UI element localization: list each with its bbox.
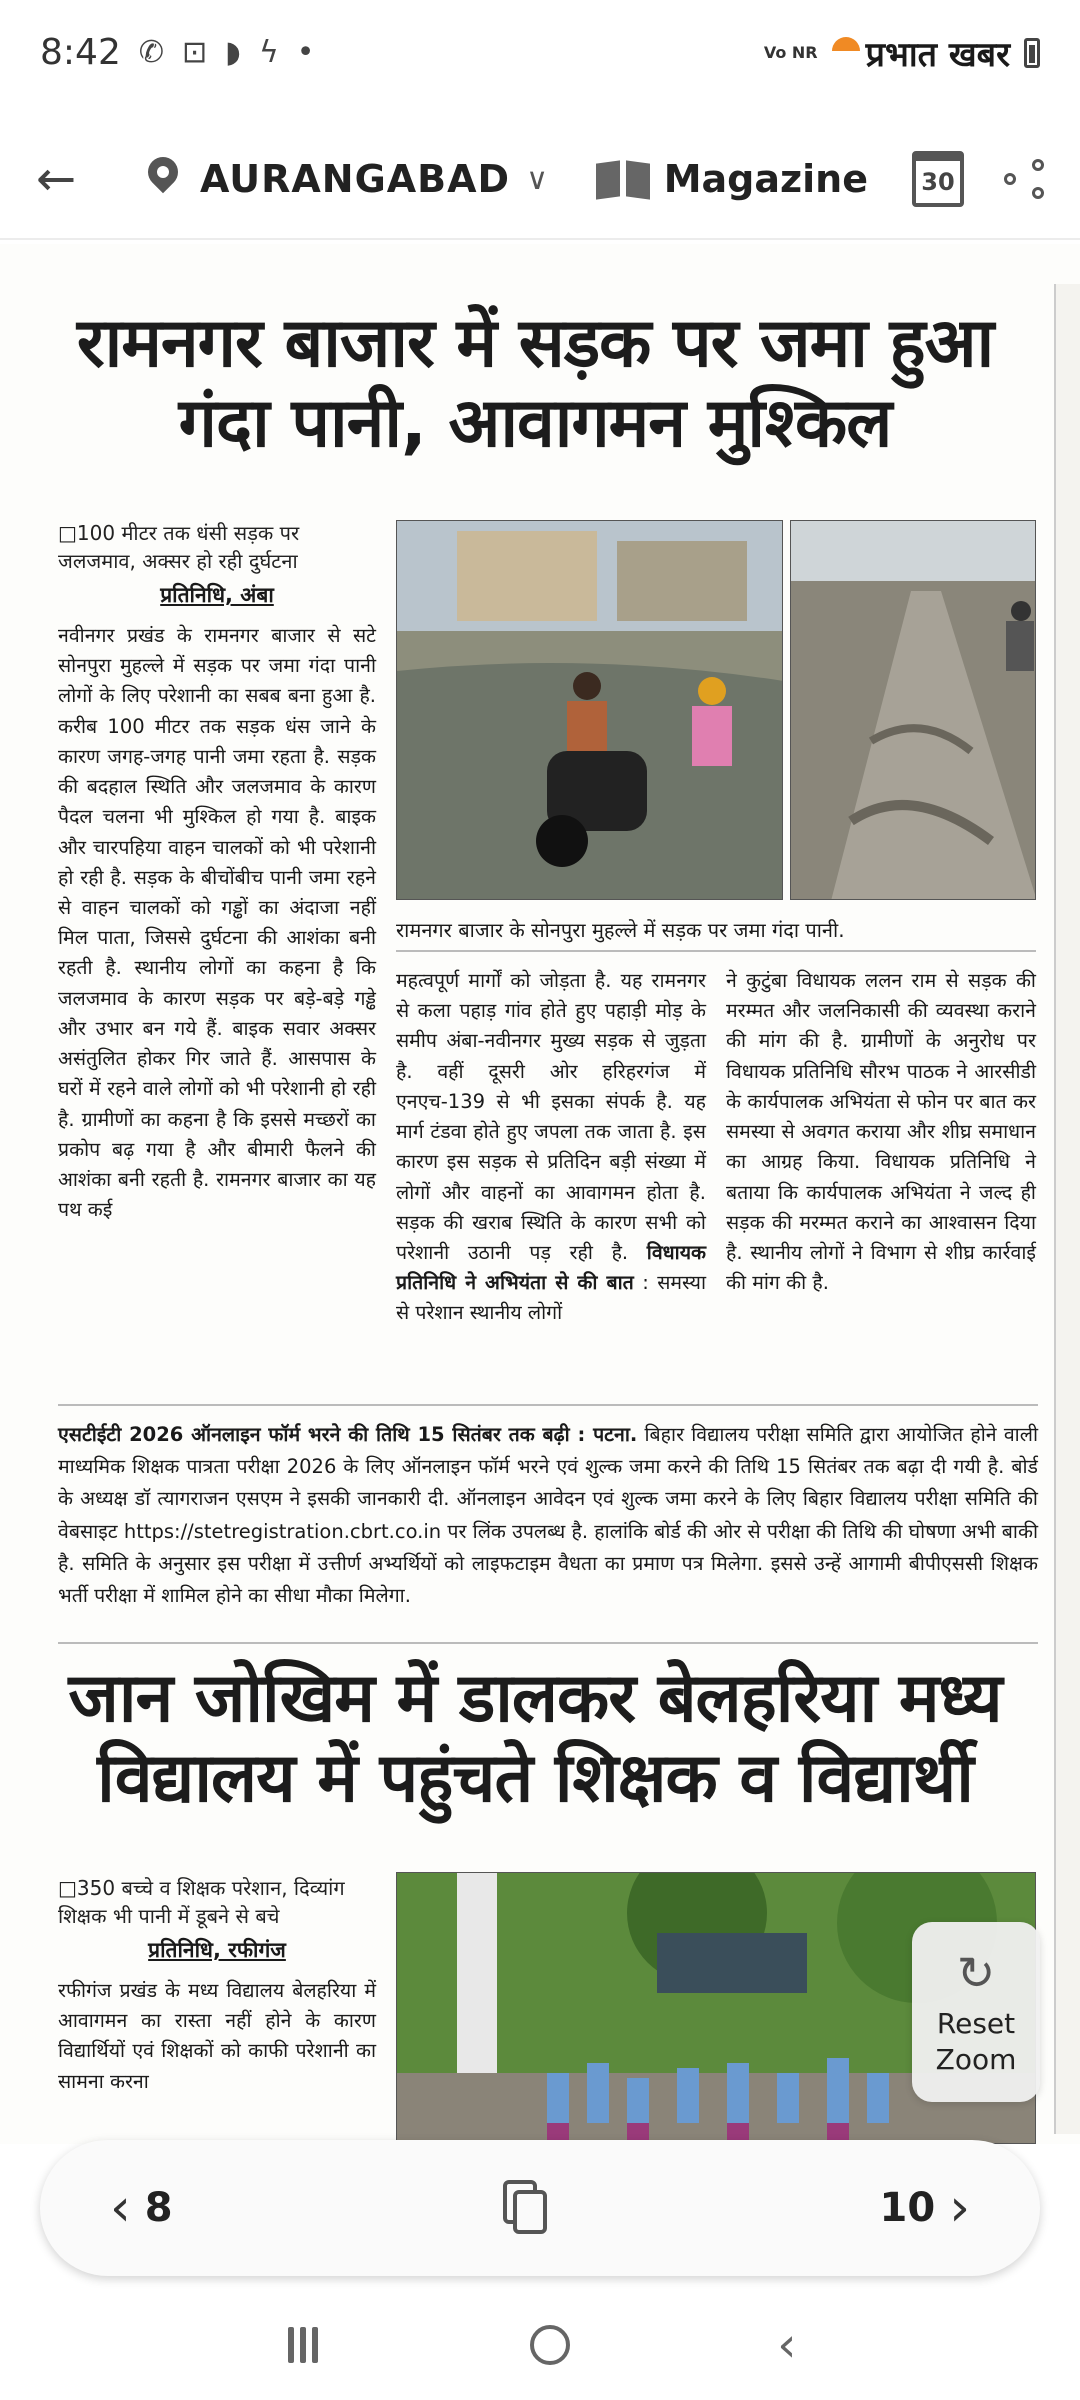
city-selector[interactable]: AURANGABAD: [200, 157, 511, 201]
notification-icons: [139, 35, 315, 70]
brand-name: प्रभात खबर: [865, 34, 1010, 75]
adjacent-page-edge: [1054, 284, 1080, 2134]
pages-overview-icon[interactable]: [503, 2180, 549, 2236]
article1-column2: [396, 966, 706, 1329]
article1-headline-line2: गंदा पानी, आवागमन मुश्किल: [178, 384, 892, 464]
chevron-down-icon[interactable]: ∨: [526, 161, 549, 197]
brand-logo: [832, 30, 1010, 76]
article1-subheading-bold: विधायक प्रतिनिधि ने अभियंता से की बात: [396, 1240, 706, 1295]
article1-photo-caption: रामनगर बाजार के सोनपुरा मुहल्ले में सड़क पर जमा गंदा पानी.: [396, 918, 845, 942]
article1-column3: [726, 966, 1036, 1298]
back-chevron-icon[interactable]: ‹: [777, 2317, 797, 2373]
magazine-label: Magazine: [663, 157, 868, 201]
flash-icon: ϟ: [258, 35, 279, 70]
article1-headline-line1: रामनगर बाजार में सड़क पर जमा हुआ: [76, 304, 994, 383]
article1-body-col2: महत्वपूर्ण मार्गों को जोड़ता है. यह रामनगर से कला पहाड़ गांव होते हुए पहाड़ी मोड़ के समीप अंबा-नवीनगर मुख्य सड़क से जुड़ता है. वहीं दूसरी ओर हरिहरगंज में एनएच-139 से भी इसका संपर्क है. यह मार्ग टंडवा होते हुए जपला तक जाता है. इस कारण इस सड़क से प्रतिदिन बड़ी संख्या में लोगों और वाहनों का आवागमन होता है. सड़क की खराब स्थिति के कारण सभी को परेशानी उठानी पड़ रही है.: [396, 969, 706, 1264]
stet-news-body: बिहार विद्यालय परीक्षा समिति द्वारा आयोजित होने वाली माध्यमिक शिक्षक पात्रता परीक्षा 2026 के लिए ऑनलाइन फॉर्म भरने एवं शुल्क जमा करने की तिथि 15 सितंबर तक बढ़ा दी गयी है. बोर्ड के अध्यक्ष डॉ त्यागराजन एसएम ने इसकी जानकारी दी. ऑनलाइन आवेदन एवं शुल्क जमा करने के लिए बिहार विद्यालय परीक्षा समिति की वेबसाइट https://stetregistration.cbrt.co.in पर लिंक उपलब्ध है. हालांकि बोर्ड की ओर से परीक्षा की तिथि की घोषणा अभी बाकी है. समिति के अनुसार इस परीक्षा में उत्तीर्ण अभ्यर्थियों को लाइफटाइम वैधता का प्रमाण पत्र मिलेगा. इससे उन्हें आगामी बीपीएससी शिक्षक भर्ती परीक्षा में शामिल होने का सीधा मौका मिलेगा.: [58, 1423, 1038, 1607]
home-icon[interactable]: [530, 2325, 570, 2365]
page-navigator: [40, 2140, 1040, 2276]
book-icon: [596, 158, 650, 200]
recent-apps-icon[interactable]: [283, 2327, 323, 2363]
article2-headline-line1: जान जोखिम में डालकर बेलहरिया मध्य: [68, 1659, 1002, 1738]
dot-icon: •: [296, 35, 315, 70]
system-nav-bar: [0, 2290, 1080, 2400]
location-pin-icon[interactable]: [146, 157, 180, 201]
whatsapp-icon: ✆: [138, 35, 164, 70]
chat-icon: ◗: [225, 35, 241, 70]
magazine-button[interactable]: [596, 157, 868, 201]
sun-logo-icon: [832, 37, 860, 51]
article2-subhead: □ 350 बच्चे व शिक्षक परेशान, दिव्यांग शिक्षक भी पानी में डूबने से बचे: [58, 1874, 376, 1930]
next-page-number: 10: [879, 2185, 936, 2231]
article1-body-col3: ने कुटुंबा विधायक ललन राम से सड़क की मरम्मत और जलनिकासी की व्यवस्था कराने की मांग की है. ग्रामीणों के अनुरोध पर विधायक प्रतिनिधि सौरभ पाठक ने आरसीडी के कार्यपालक अभियंता से फोन पर बात कर समस्या से अवगत कराया और शीघ्र समाधान का आग्रह किया. विधायक प्रतिनिधि ने बताया कि कार्यपालक अभियंता ने जल्द ही सड़क की मरम्मत कराने का आश्वासन दिया है. स्थानीय लोगों ने विभाग से शीघ्र कार्रवाई की मांग की है.: [726, 969, 1036, 1295]
article2-column1: [58, 1874, 376, 2097]
article2-headline-line2: विद्यालय में पहुंचते शिक्षक व विद्यार्थी: [97, 1739, 973, 1819]
reset-zoom-button[interactable]: [912, 1922, 1040, 2102]
article1-headline: [40, 304, 1030, 464]
refresh-icon: ↻: [956, 1945, 996, 2000]
article1-body-col2-tail: : समस्या से परेशान स्थानीय लोगों: [396, 1271, 706, 1325]
next-page-button[interactable]: [880, 2178, 970, 2238]
app-toolbar: [0, 120, 1080, 240]
article1-column1: [58, 519, 376, 1225]
reset-zoom-label: Reset Zoom: [935, 2006, 1017, 2076]
back-arrow-icon[interactable]: ←: [36, 151, 77, 207]
network-label: Vo NR: [763, 42, 818, 62]
article1-photo-damaged-road: [790, 520, 1036, 900]
divider: [58, 1404, 1038, 1406]
status-time: 8:42: [40, 32, 121, 73]
article1-subhead: □ 100 मीटर तक धंसी सड़क पर जलजमाव, अक्सर हो रही दुर्घटना: [58, 519, 376, 575]
article1-byline: प्रतिनिधि, अंबा: [160, 583, 274, 607]
game-icon: ⊡: [181, 35, 208, 70]
article1-photo-flooded-road: [396, 520, 783, 900]
battery-icon: [1024, 38, 1040, 68]
article2-byline: प्रतिनिधि, रफीगंज: [148, 1938, 286, 1962]
calendar-icon[interactable]: 30: [912, 151, 964, 207]
newspaper-page[interactable]: [0, 244, 1080, 2144]
prev-page-button[interactable]: [110, 2178, 173, 2238]
divider: [58, 1642, 1038, 1644]
prev-page-number: 8: [144, 2185, 173, 2231]
divider: [396, 950, 1036, 952]
status-bar: [0, 0, 1080, 105]
share-icon[interactable]: [1004, 159, 1044, 199]
stet-news-title: एसटीईटी 2026 ऑनलाइन फॉर्म भरने की तिथि 15 सितंबर तक बढ़ी : पटना.: [58, 1423, 638, 1446]
chevron-left-icon: ‹: [110, 2178, 131, 2238]
article1-body-col1: नवीनगर प्रखंड के रामनगर बाजार से सटे सोनपुरा मुहल्ले में सड़क पर जमा गंदा पानी लोगों के लिए परेशानी का सबब बना हुआ है. करीब 100 मीटर तक सड़क धंस जाने के कारण जगह-जगह पानी जमा रहता है. सड़क की बदहाल स्थिति और जलजमाव के कारण पैदल चलना भी मुश्किल हो गया है. बाइक और चारपहिया वाहन चालकों को भी परेशानी हो रही है. सड़क के बीचोंबीच पानी जमा रहने से वाहन चालकों को गड्ढों का अंदाजा नहीं मिल पाता, जिससे दुर्घटना की आशंका बनी रहती है. स्थानीय लोगों का कहना है कि जलजमाव के कारण सड़क पर बड़े-बड़े गड्ढे और उभार बन गये हैं. बाइक सवार अक्सर असंतुलित होकर गिर जाते हैं. आसपास के घरों में रहने वाले लोगों को भी परेशानी हो रही है. ग्रामीणों का कहना है कि इससे मच्छरों का प्रकोप बढ़ गया है और बीमारी फैलने की आशंका बनी रहती है. रामनगर बाजार का यह पथ कई: [58, 624, 376, 1222]
chevron-right-icon: ›: [949, 2178, 970, 2238]
article2-body-col1: रफीगंज प्रखंड के मध्य विद्यालय बेलहरिया में आवागमन का रास्ता नहीं होने के कारण विद्यार्थियों एवं शिक्षकों को काफी परेशानी का सामना करना: [58, 1979, 376, 2093]
stet-news-brief: [58, 1419, 1038, 1612]
article2-headline: [40, 1659, 1030, 1819]
